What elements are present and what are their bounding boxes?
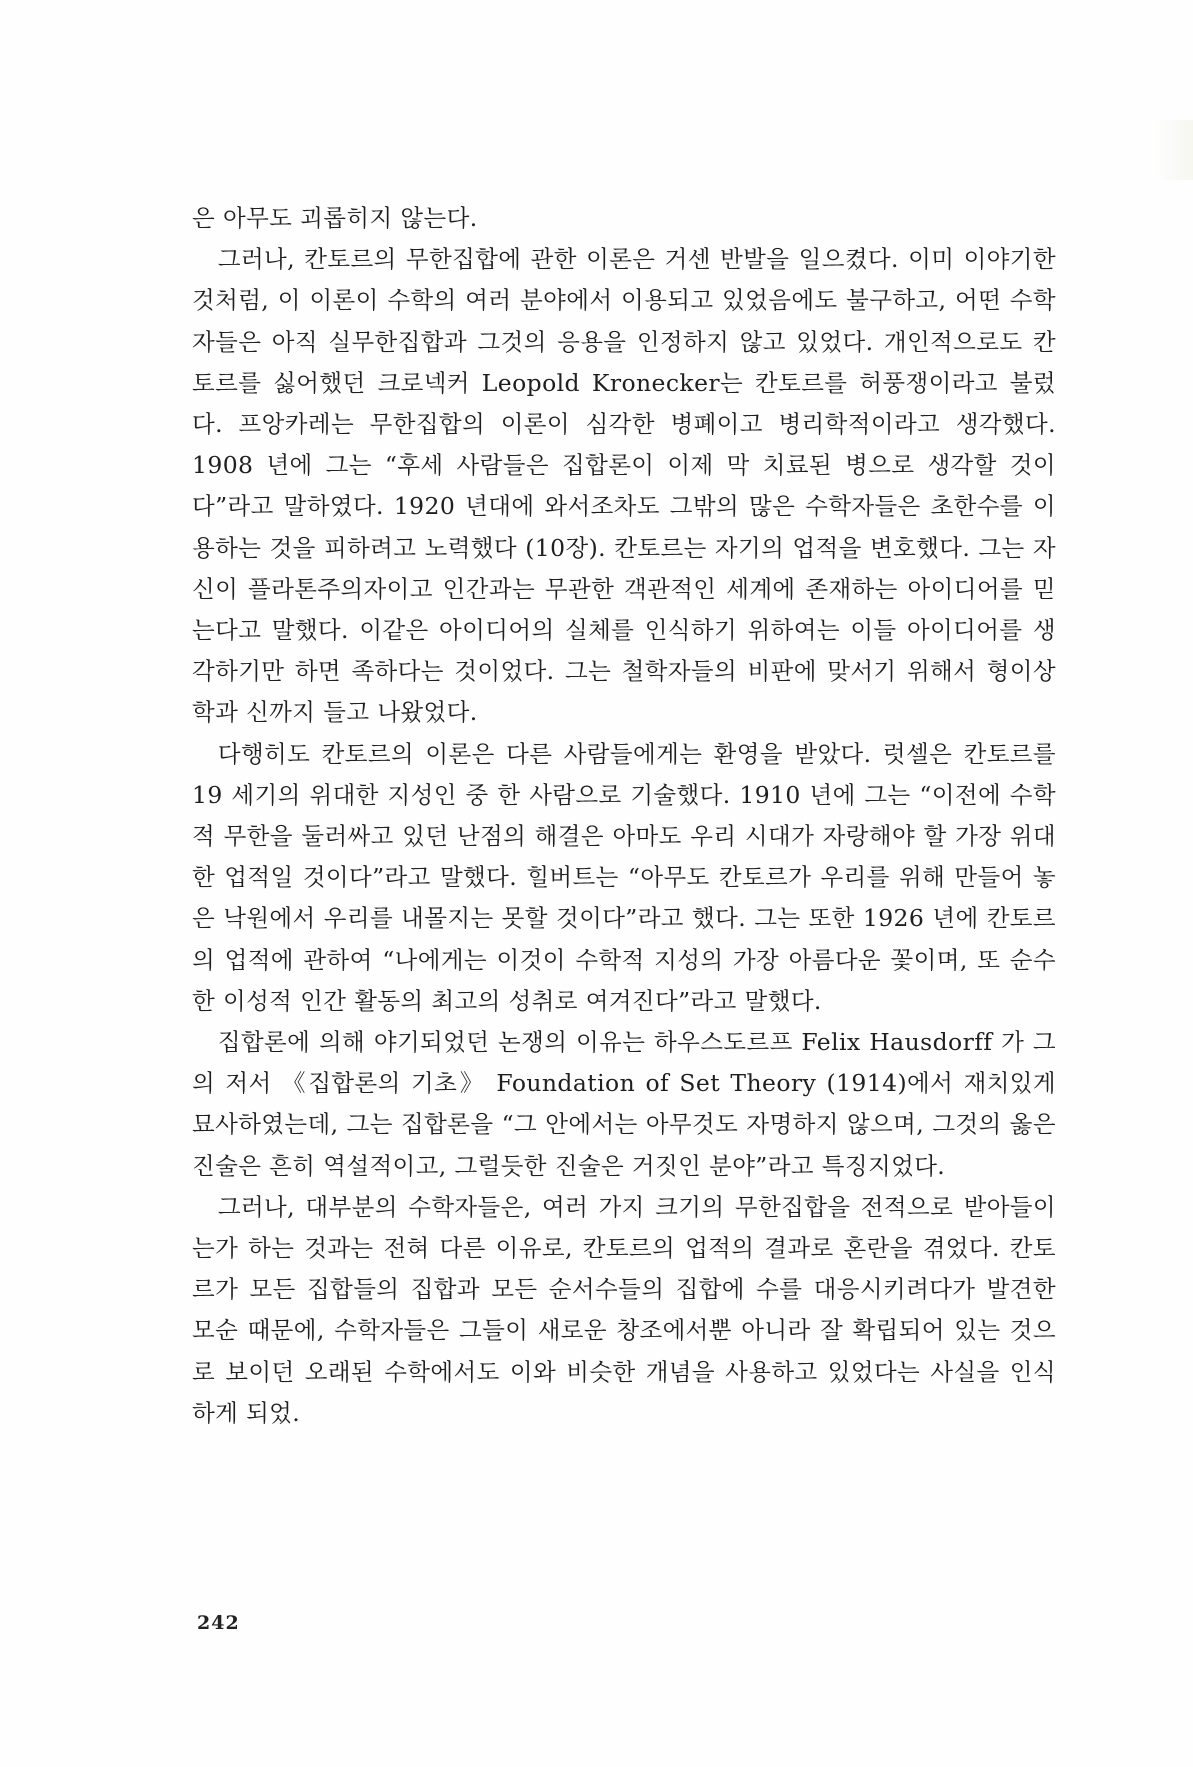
scan-edge-shadow: [1153, 120, 1193, 180]
paragraph-4: 집합론에 의해 야기되었던 논쟁의 이유는 하우스도르프 Felix Hausdorff 가 그의 저서 《집합론의 기초》 Foundation of Set Theory (1914)에서 재치있게 묘사하였는데, 그는 집합론을 “그 안에서는 아무것도 자명하지 않으며, 그것의 옳은 진술은 흔히 역설적이고, 그럴듯한 진술은 거짓인 분야”라고 특징지었다.: [192, 1028, 1056, 1180]
paragraph-5: 그러나, 대부분의 수학자들은, 여러 가지 크기의 무한집합을 전적으로 받아들이는가 하는 것과는 전혀 다른 이유로, 칸토르의 업적의 결과로 혼란을 겪었다. 칸토르가 모든 집합들의 집합과 모든 순서수들의 집합에 수를 대응시키려다가 발견한 모순 때문에, 수학자들은 그들이 새로운 창조에서뿐 아니라 잘 확립되어 있는 것으로 보이던 오래된 수학에서도 이와 비슷한 개념을 사용하고 있었다는 사실을 인식하게 되었.: [192, 1192, 1056, 1427]
page-number: 242: [197, 1612, 240, 1634]
paragraph-2: 그러나, 칸토르의 무한집합에 관한 이론은 거센 반발을 일으켰다. 이미 이야기한 것처럼, 이 이론이 수학의 여러 분야에서 이용되고 있었음에도 불구하고, 어떤 수학자들은 아직 실무한집합과 그것의 응용을 인정하지 않고 있었다. 개인적으로도 칸토르를 싫어했던 크로넥커 Leopold Kronecker는 칸토르를 허풍쟁이라고 불렀다. 프앙카레는 무한집합의 이론이 심각한 병폐이고 병리학적이라고 생각했다. 1908 년에 그는 “후세 사람들은 집합론이 이제 막 치료된 병으로 생각할 것이다”라고 말하였다. 1920 년대에 와서조차도 그밖의 많은 수학자들은 초한수를 이용하는 것을 피하려고 노력했다 (10장). 칸토르는 자기의 업적을 변호했다. 그는 자신이 플라톤주의자이고 인간과는 무관한 객관적인 세계에 존재하는 아이디어를 믿는다고 말했다. 이같은 아이디어의 실체를 인식하기 위하여는 이들 아이디어를 생각하기만 하면 족하다는 것이었다. 그는 철학자들의 비판에 맞서기 위해서 형이상학과 신까지 들고 나왔었다.: [192, 245, 1056, 727]
paragraph-3: 다행히도 칸토르의 이론은 다른 사람들에게는 환영을 받았다. 럿셀은 칸토르를 19 세기의 위대한 지성인 중 한 사람으로 기술했다. 1910 년에 그는 “이전에 수학적 무한을 둘러싸고 있던 난점의 해결은 아마도 우리 시대가 자랑해야 할 가장 위대한 업적일 것이다”라고 말했다. 힐버트는 “아무도 칸토르가 우리를 위해 만들어 놓은 낙원에서 우리를 내몰지는 못할 것이다”라고 했다. 그는 또한 1926 년에 칸토르의 업적에 관하여 “나에게는 이것이 수학적 지성의 가장 아름다운 꽃이며, 또 순수한 이성적 인간 활동의 최고의 성취로 여겨진다”라고 말했다.: [192, 739, 1056, 1015]
body-text: [192, 198, 1056, 1434]
paragraph-1: 은 아무도 괴롭히지 않는다.: [192, 204, 478, 232]
